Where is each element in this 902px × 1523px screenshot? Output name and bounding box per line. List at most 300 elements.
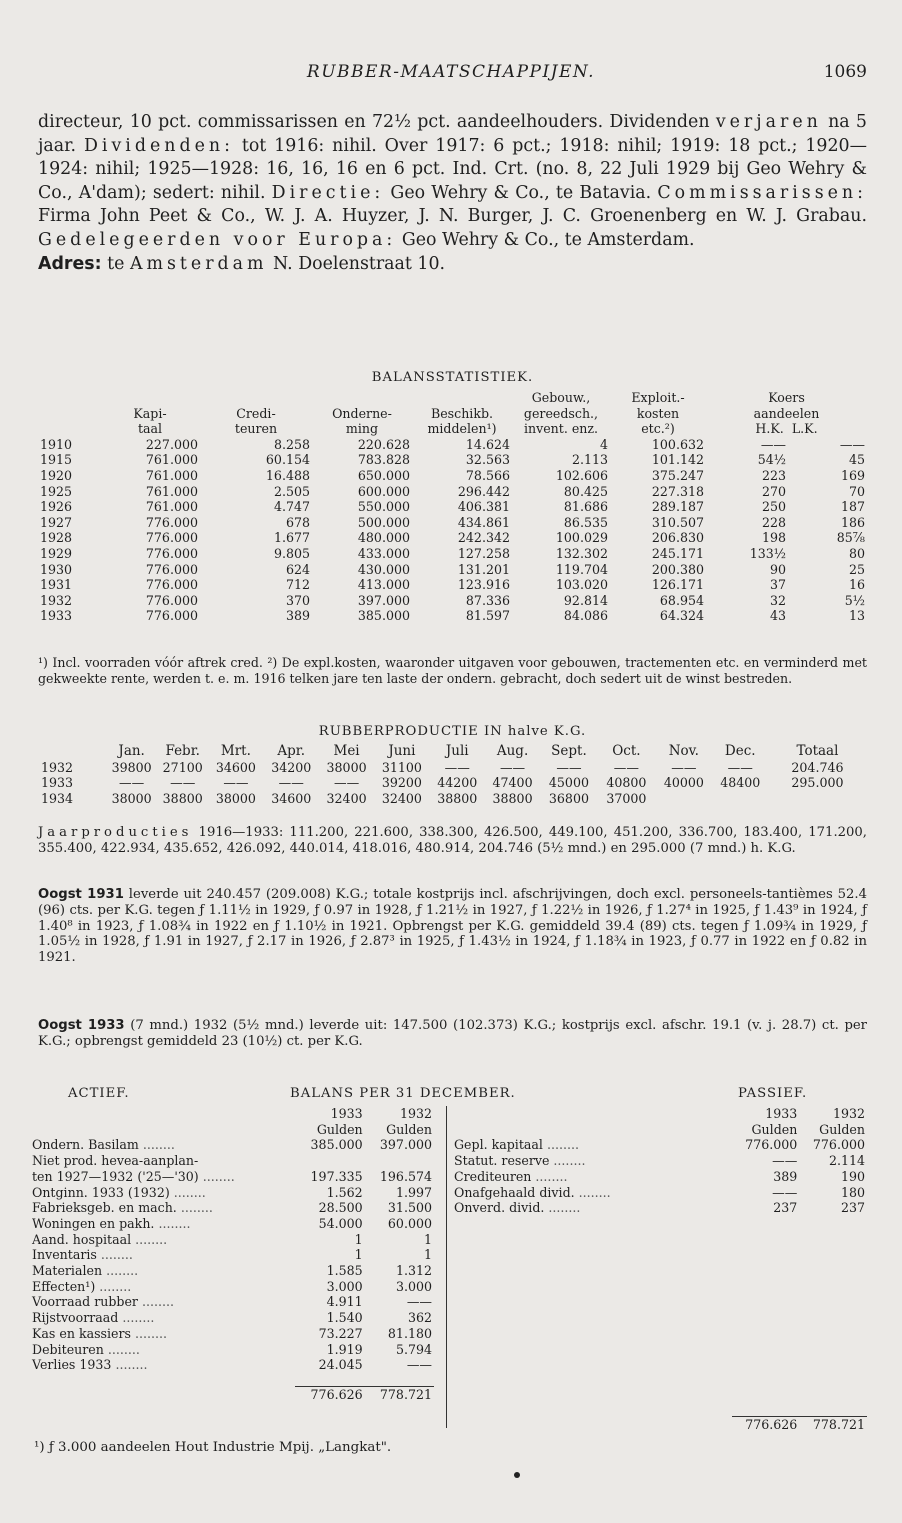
value-1933: 237 xyxy=(773,1200,798,1216)
value-cell: 227.318 xyxy=(651,483,704,499)
text-commissarissen-label: Commissarissen: xyxy=(657,182,867,203)
text-directie: Geo Wehry & Co., te Batavia. xyxy=(384,182,658,203)
leader-dots: ........ xyxy=(531,1168,568,1184)
value-cell: 550.000 xyxy=(357,499,410,515)
value-1932: 60.000 xyxy=(387,1215,432,1231)
balansstatistiek-body xyxy=(38,437,867,624)
value-cell: 783.828 xyxy=(357,452,410,468)
month-header: Dec. xyxy=(724,743,756,759)
item-label: Inventaris xyxy=(32,1247,97,1263)
item-label: Woningen en pakh. xyxy=(32,1215,155,1231)
leader-dots: ........ xyxy=(111,1357,148,1373)
passief-body xyxy=(452,1137,867,1216)
item-label: Crediteuren xyxy=(454,1168,532,1184)
value-cell: 206.830 xyxy=(651,530,704,546)
leader-dots: ........ xyxy=(137,1294,174,1310)
value-cell: 220.628 xyxy=(357,436,410,452)
value-cell: 92.814 xyxy=(563,592,608,608)
table-row xyxy=(38,577,867,593)
value-1933: 3.000 xyxy=(326,1278,363,1294)
value-cell: 434.861 xyxy=(457,514,510,530)
header-year xyxy=(38,390,100,437)
table-row xyxy=(38,452,867,468)
month-header: Juli xyxy=(445,743,469,759)
leader-dots: ........ xyxy=(138,1137,175,1153)
value-cell: 45000 xyxy=(548,775,589,791)
value-cell: 600.000 xyxy=(357,483,410,499)
page-number: 1069 xyxy=(823,62,867,82)
value-1933: 4.911 xyxy=(326,1294,363,1310)
leader-dots: ........ xyxy=(95,1278,132,1294)
balansstatistiek-footnote: ¹) Incl. voorraden vóór aftrek cred. ²) De expl.kosten, waaronder uitgaven voor gebouwen, tractementen etc. en verminderd met gekweekte rente, werden t. e. m. 1916 telken jare ten laste der ondern. gebracht, doch sedert uit de winst bestreden. xyxy=(38,655,867,686)
actief-unit-row: Gulden Gulden xyxy=(316,1121,432,1137)
leader-dots: ........ xyxy=(549,1153,586,1169)
value-cell: 296.442 xyxy=(457,483,510,499)
value-cell xyxy=(713,791,768,807)
value-cell: 60.154 xyxy=(265,452,310,468)
text-verjaren-rest: na 5 jaar. xyxy=(38,112,867,156)
value-cell: 37000 xyxy=(606,790,647,806)
list-item xyxy=(30,1153,434,1169)
value-cell: 227.000 xyxy=(145,436,198,452)
value-cell: 45 xyxy=(848,452,865,468)
table-row xyxy=(38,775,867,791)
actief-body xyxy=(30,1137,434,1373)
text-oogst-1931-label: Oogst 1931 xyxy=(38,887,124,902)
value-1932: —— xyxy=(406,1294,432,1310)
text-oogst-1931: leverde uit 240.457 (209.008) K.G.; totale kostprijs incl. afschrijvingen, doch excl. personeels-tantièmes 52.4 (96) cts. per K.G. tegen ƒ 1.11½ in 1929, ƒ 0.97 in 1928, ƒ 1.21½ in 1927, ƒ 1.22½ in 1926, ƒ 1.27⁴ in 1925, ƒ 1.43⁹ in 1924, ƒ 1.40⁸ in 1923, ƒ 1.08¾ in 1922 en ƒ 1.10½ in 1921. Opbrengst per K.G. gemiddeld 39.4 (89) cts. tegen ƒ 1.09¾ in 1929, ƒ 1.05½ in 1928, ƒ 1.91 in 1927, ƒ 2.17 in 1926, ƒ 2.87³ in 1925, ƒ 1.43½ in 1924, ƒ 1.18¾ in 1923, ƒ 0.77 in 1922 en ƒ 0.82 in 1921. xyxy=(38,887,867,966)
value-1933: —— xyxy=(772,1153,798,1169)
item-label: Niet prod. hevea-aanplan- xyxy=(32,1153,199,1169)
header-exploit: Exploit.- kosten etc.²) xyxy=(631,390,685,437)
item-label: Rijstvoorraad xyxy=(32,1310,119,1326)
leader-dots: ........ xyxy=(198,1168,235,1184)
address-line xyxy=(38,253,867,277)
passief-year-row: 1933 1932 xyxy=(765,1106,865,1121)
value-cell: 90 xyxy=(769,561,786,577)
text-gedelegeerden: Geo Wehry & Co., te Amsterdam. xyxy=(396,229,695,250)
value-1933: 1 xyxy=(354,1231,363,1247)
item-label: Debiteuren xyxy=(32,1341,104,1357)
leader-dots: ........ xyxy=(103,1341,140,1357)
value-cell: 126.171 xyxy=(651,577,704,593)
text-verjaren: verjaren xyxy=(715,112,822,132)
value-cell: 47400 xyxy=(492,775,533,791)
value-cell: 4 xyxy=(599,436,608,452)
value-cell: 34600 xyxy=(271,790,312,806)
rubber-header-row xyxy=(38,744,867,760)
value-cell: 250 xyxy=(761,499,786,515)
value-1932: 397.000 xyxy=(379,1137,432,1153)
list-item xyxy=(30,1247,434,1263)
value-1933: —— xyxy=(772,1184,798,1200)
balans-header-row xyxy=(38,390,867,437)
value-cell: 761.000 xyxy=(145,467,198,483)
value-1932 xyxy=(365,1153,434,1169)
list-item xyxy=(30,1169,434,1185)
value-cell: 14.624 xyxy=(465,436,510,452)
item-label: Kas en kassiers xyxy=(32,1325,131,1341)
list-item xyxy=(30,1200,434,1216)
value-cell: 81.686 xyxy=(563,499,608,515)
year-cell: 1926 xyxy=(40,499,73,515)
table-row xyxy=(38,562,867,578)
value-cell: 5½ xyxy=(844,592,865,608)
value-cell: 186 xyxy=(840,514,865,530)
value-cell: —— xyxy=(499,759,526,775)
value-cell: 32.563 xyxy=(465,452,510,468)
leader-dots: ........ xyxy=(176,1200,213,1216)
description-paragraph xyxy=(38,111,867,253)
header-year xyxy=(38,744,106,760)
value-cell: 40000 xyxy=(663,775,704,791)
item-label: Aand. hospitaal xyxy=(32,1231,132,1247)
balans-footnote: ¹) ƒ 3.000 aandeelen Hout Industrie Mpij. „Langkat". xyxy=(34,1440,392,1455)
month-header: Aug. xyxy=(496,743,529,759)
item-label: Verlies 1933 xyxy=(32,1357,112,1373)
month-header: Nov. xyxy=(668,743,699,759)
text-gedelegeerden-label: Gedelegeerden voor Europa: xyxy=(38,229,397,250)
value-cell: 39800 xyxy=(111,759,152,775)
balansstatistiek-table xyxy=(38,390,867,624)
value-cell: 2.113 xyxy=(571,452,608,468)
item-label: Ontginn. 1933 (1932) xyxy=(32,1184,170,1200)
value-1933: 1.540 xyxy=(326,1310,363,1326)
text-commissarissen: Firma John Peet & Co., W. J. A. Huyzer, J. N. Burger, J. C. Groenenberg en W. J. Grabau. xyxy=(38,206,867,227)
value-cell: 127.258 xyxy=(457,545,510,561)
value-cell: 500.000 xyxy=(357,514,410,530)
value-cell: 397.000 xyxy=(357,592,410,608)
year-cell: 1927 xyxy=(40,514,73,530)
value-cell: 38000 xyxy=(326,759,367,775)
value-cell: 37 xyxy=(769,577,786,593)
rubberproductie-title: RUBBERPRODUCTIE IN halve K.G. xyxy=(318,724,587,739)
value-cell: 16 xyxy=(848,577,865,593)
balans-divider xyxy=(446,1106,447,1428)
value-cell: 123.916 xyxy=(457,577,510,593)
value-cell: 80.425 xyxy=(563,483,608,499)
value-cell: 38800 xyxy=(162,790,203,806)
table-row xyxy=(38,468,867,484)
list-item xyxy=(30,1263,434,1279)
value-cell: 44200 xyxy=(437,775,478,791)
value-cell: 103.020 xyxy=(555,577,608,593)
value-cell: 40800 xyxy=(606,775,647,791)
passief-total-1932: 778.721 xyxy=(799,1417,867,1433)
value-cell: 102.606 xyxy=(555,467,608,483)
value-1933: 1.585 xyxy=(326,1263,363,1279)
year-cell: 1931 xyxy=(40,577,73,593)
value-cell: 48400 xyxy=(720,775,761,791)
value-cell: 370 xyxy=(285,592,310,608)
value-cell: 650.000 xyxy=(357,467,410,483)
value-cell: 245.171 xyxy=(651,545,704,561)
passief-total-row xyxy=(452,1417,867,1433)
page-header xyxy=(0,62,902,84)
value-1932: 81.180 xyxy=(387,1325,432,1341)
year-cell: 1928 xyxy=(40,530,73,546)
value-cell: 385.000 xyxy=(357,608,410,624)
list-item xyxy=(30,1137,434,1153)
value-cell: 32400 xyxy=(326,790,367,806)
item-label: Gepl. kapitaal xyxy=(454,1137,543,1153)
value-cell: 38000 xyxy=(111,790,152,806)
year-cell: 1929 xyxy=(40,545,73,561)
value-cell: 38800 xyxy=(492,790,533,806)
balans-heading xyxy=(38,1086,867,1104)
value-cell: 16.488 xyxy=(265,467,310,483)
passief-total-table xyxy=(452,1416,867,1433)
table-row xyxy=(38,791,867,807)
value-cell: 13 xyxy=(848,608,865,624)
item-label: Onafgehaald divid. xyxy=(454,1184,575,1200)
value-cell: 204.746 xyxy=(791,759,844,775)
value-1933: 73.227 xyxy=(318,1325,363,1341)
actief-year-row: 1933 1932 xyxy=(330,1106,432,1121)
value-cell: 132.302 xyxy=(555,545,608,561)
value-cell: 39200 xyxy=(381,775,422,791)
header-crediteuren: Credi- teuren xyxy=(234,405,278,437)
value-cell: 34600 xyxy=(215,759,256,775)
value-cell: —— xyxy=(760,436,786,452)
month-header: Febr. xyxy=(165,743,200,759)
list-item xyxy=(30,1294,434,1310)
list-item xyxy=(452,1153,867,1169)
value-cell: 270 xyxy=(761,483,786,499)
balans-title: BALANS PER 31 DECEMBER. xyxy=(290,1086,516,1101)
actief-total-1933: 776.626 xyxy=(295,1387,364,1403)
value-cell: 198 xyxy=(761,530,786,546)
text-dividend-split: directeur, 10 pct. commissarissen en 72½ pct. aandeelhouders. Dividenden xyxy=(38,112,710,132)
list-item xyxy=(30,1357,434,1373)
value-cell: 43 xyxy=(769,608,786,624)
value-cell: 678 xyxy=(285,514,310,530)
value-cell: —— xyxy=(613,759,639,775)
jaarproducties xyxy=(38,825,867,857)
value-cell: 289.187 xyxy=(651,499,704,515)
value-cell: 624 xyxy=(285,561,310,577)
value-cell: 776.000 xyxy=(145,608,198,624)
table-row xyxy=(38,546,867,562)
value-cell: 31100 xyxy=(381,759,422,775)
value-cell: 761.000 xyxy=(145,499,198,515)
year-cell: 1934 xyxy=(41,790,74,806)
value-cell: 38800 xyxy=(437,790,478,806)
value-cell xyxy=(768,791,867,807)
value-cell: —— xyxy=(556,759,582,775)
passief-label: PASSIEF. xyxy=(738,1086,808,1101)
value-cell: 119.704 xyxy=(555,561,608,577)
text-oogst-1933: (7 mnd.) 1932 (5½ mnd.) leverde uit: 147.500 (102.373) K.G.; kostprijs excl. afschr. 19.1 (v. j. 28.7) ct. per K.G.; opbrengst gemiddeld 23 (10½) ct. per K.G. xyxy=(38,1018,867,1049)
value-cell: 81.597 xyxy=(465,608,510,624)
list-item xyxy=(30,1342,434,1358)
table-row xyxy=(38,499,867,515)
year-cell: 1930 xyxy=(40,561,73,577)
value-cell: 776.000 xyxy=(145,514,198,530)
year-cell: 1915 xyxy=(40,452,73,468)
value-cell: 295.000 xyxy=(791,775,844,791)
item-label: ten 1927—1932 ('25—'30) xyxy=(32,1168,199,1184)
value-1932: 1 xyxy=(423,1247,432,1263)
value-cell: 761.000 xyxy=(145,483,198,499)
value-1932: 237 xyxy=(840,1200,865,1216)
value-cell: 86.535 xyxy=(563,514,608,530)
value-cell: 389 xyxy=(285,608,310,624)
text-directie-label: Directie: xyxy=(271,182,385,203)
header-onderneming: Onderne- ming xyxy=(332,405,392,437)
value-1932: 2.114 xyxy=(828,1153,865,1169)
value-cell: 310.507 xyxy=(651,514,704,530)
value-cell: 4.747 xyxy=(273,499,310,515)
header-kapitaal: Kapi- taal xyxy=(133,405,167,437)
header-beschikb: Beschikb. middelen¹) xyxy=(427,405,497,437)
header-koers: Koers aandeelen H.K. L.K. xyxy=(753,390,820,437)
header-gebouw: Gebouw., gereedsch., invent. enz. xyxy=(523,390,599,437)
value-1932: 776.000 xyxy=(812,1137,865,1153)
year-cell: 1932 xyxy=(40,592,73,608)
month-header: Mrt. xyxy=(220,743,251,759)
month-header: Apr. xyxy=(277,743,306,759)
value-cell: 25 xyxy=(848,561,865,577)
value-cell: 32400 xyxy=(381,790,422,806)
item-label: Materialen xyxy=(32,1263,103,1279)
value-cell: —— xyxy=(278,775,304,791)
list-item xyxy=(30,1326,434,1342)
value-cell: 78.566 xyxy=(465,467,510,483)
value-1933: 24.045 xyxy=(318,1357,363,1373)
year-cell: 1933 xyxy=(40,608,73,624)
list-item xyxy=(30,1216,434,1232)
month-header: Juni xyxy=(388,743,416,759)
bullet-mark xyxy=(514,1472,520,1478)
value-cell: 776.000 xyxy=(145,561,198,577)
leader-dots: ........ xyxy=(131,1231,168,1247)
value-cell: 80 xyxy=(848,545,865,561)
table-row xyxy=(38,608,867,624)
actief-total-row xyxy=(30,1387,434,1403)
value-cell: 169 xyxy=(840,467,865,483)
value-cell: 87.336 xyxy=(465,592,510,608)
item-label: Statut. reserve xyxy=(454,1153,550,1169)
table-row xyxy=(38,437,867,453)
oogst-1931 xyxy=(38,887,867,966)
value-1932: —— xyxy=(406,1357,432,1373)
item-label: Effecten¹) xyxy=(32,1278,96,1294)
month-header: Mei xyxy=(333,743,360,759)
leader-dots: ........ xyxy=(118,1310,155,1326)
value-cell xyxy=(655,791,712,807)
text-adres-te: te xyxy=(101,253,130,274)
value-cell: 1.677 xyxy=(273,530,310,546)
value-cell: —— xyxy=(333,775,360,791)
passief-total-1933: 776.626 xyxy=(732,1417,800,1433)
leader-dots: ........ xyxy=(542,1137,579,1153)
value-cell: 228 xyxy=(761,514,786,530)
value-1932: 1 xyxy=(423,1231,432,1247)
value-cell: 84.086 xyxy=(563,608,608,624)
value-1932: 3.000 xyxy=(395,1278,432,1294)
year-cell: 1932 xyxy=(41,759,74,775)
value-1933 xyxy=(295,1153,364,1169)
item-label: Voorraad rubber xyxy=(32,1294,138,1310)
value-1933: 1.919 xyxy=(326,1341,363,1357)
leader-dots: ........ xyxy=(130,1325,168,1341)
value-cell: 70 xyxy=(848,483,865,499)
value-cell: 85⅞ xyxy=(836,530,865,546)
list-item xyxy=(452,1169,867,1185)
value-cell: 776.000 xyxy=(145,530,198,546)
company-description xyxy=(38,111,867,276)
value-cell: 223 xyxy=(761,467,786,483)
text-dividenden-label: Dividenden: xyxy=(83,135,234,156)
value-cell: —— xyxy=(170,775,196,791)
value-cell: 101.142 xyxy=(651,452,704,468)
balans-passief-table xyxy=(452,1106,867,1216)
leader-dots: ........ xyxy=(102,1263,139,1279)
list-item xyxy=(30,1232,434,1248)
value-1932: 190 xyxy=(840,1168,865,1184)
year-cell: 1925 xyxy=(40,483,73,499)
value-cell: 375.247 xyxy=(651,467,704,483)
year-cell: 1933 xyxy=(41,775,74,791)
value-cell: 131.201 xyxy=(457,561,510,577)
value-cell: 406.381 xyxy=(457,499,510,515)
value-1933: 54.000 xyxy=(318,1215,363,1231)
year-cell: 1920 xyxy=(40,467,73,483)
text-adres-street: N. Doelenstraat 10. xyxy=(267,253,446,274)
month-header: Jan. xyxy=(118,743,145,759)
list-item xyxy=(30,1310,434,1326)
value-cell: 100.632 xyxy=(651,436,704,452)
item-label: Ondern. Basilam xyxy=(32,1137,139,1153)
value-cell: 2.505 xyxy=(273,483,310,499)
value-cell: 242.342 xyxy=(457,530,510,546)
value-1933: 385.000 xyxy=(310,1137,363,1153)
value-cell: 712 xyxy=(285,577,310,593)
value-1932: 31.500 xyxy=(387,1200,432,1216)
year-cell: 1910 xyxy=(40,436,73,452)
value-cell: 36800 xyxy=(548,790,589,806)
value-1932: 1.312 xyxy=(395,1263,432,1279)
value-cell: 776.000 xyxy=(145,577,198,593)
value-cell: 34200 xyxy=(271,759,312,775)
list-item xyxy=(452,1200,867,1216)
list-item xyxy=(30,1185,434,1201)
text-oogst-1933-label: Oogst 1933 xyxy=(38,1018,125,1033)
value-cell: 480.000 xyxy=(357,530,410,546)
value-1932: 5.794 xyxy=(395,1341,432,1357)
running-title: RUBBER-MAATSCHAPPIJEN. xyxy=(306,62,596,82)
value-cell: —— xyxy=(444,759,470,775)
text-adres-label: Adres: xyxy=(38,253,102,274)
text-dividend-history: tot 1916: nihil. Over 1917: 6 pct.; 1918: nihil; 1919: 18 pct.; 1920—1924: nihil; 1925—1928: 16, 16, 16 en 6 pct. Ind. Crt. (no. 8, 22 Juli 1929 bij Geo Wehry & Co., A'dam); sedert: nihil. xyxy=(38,135,867,203)
month-header: Sept. xyxy=(551,743,587,759)
actief-label: ACTIEF. xyxy=(68,1086,130,1101)
item-label: Onverd. divid. xyxy=(454,1200,545,1216)
value-cell: 200.380 xyxy=(651,561,704,577)
value-cell: 8.258 xyxy=(273,436,310,452)
month-header: Totaal xyxy=(796,743,839,759)
value-1933: 1.562 xyxy=(326,1184,363,1200)
value-cell: 433.000 xyxy=(357,545,410,561)
value-cell: 38000 xyxy=(215,790,256,806)
value-cell: 32 xyxy=(769,592,786,608)
value-cell: 100.029 xyxy=(555,530,608,546)
table-row xyxy=(38,593,867,609)
value-cell: —— xyxy=(671,759,697,775)
actief-total-1932: 778.721 xyxy=(365,1387,434,1403)
rubberproductie-table xyxy=(38,744,867,806)
